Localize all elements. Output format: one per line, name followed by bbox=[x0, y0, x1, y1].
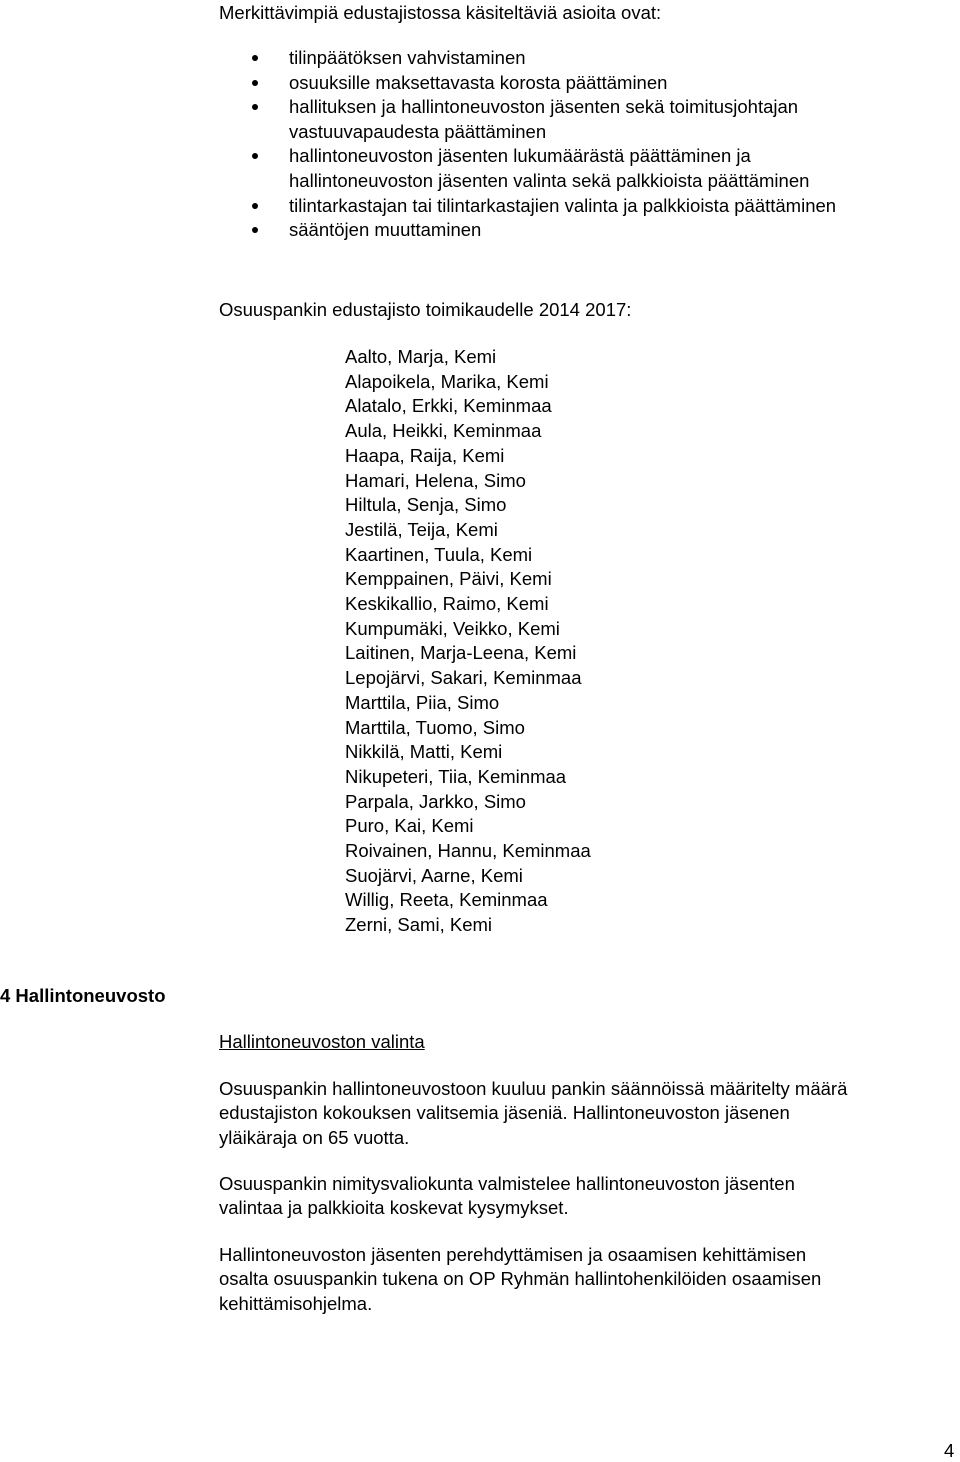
member-item: Kaartinen, Tuula, Kemi bbox=[345, 543, 533, 565]
bullet-dot-icon bbox=[252, 153, 258, 159]
paragraph-line: Hallintoneuvoston jäsenten perehdyttämisen ja osaamisen kehittämisen bbox=[219, 1244, 807, 1265]
paragraph bbox=[219, 1172, 795, 1221]
page-number: 4 bbox=[944, 1440, 955, 1461]
bullet-text-continuation: hallintoneuvoston jäsenten valinta sekä palkkioista päättäminen bbox=[289, 169, 810, 191]
member-item: Haapa, Raija, Kemi bbox=[345, 444, 505, 466]
bullet-dot-icon bbox=[252, 55, 258, 61]
member-item: Roivainen, Hannu, Keminmaa bbox=[345, 840, 591, 862]
paragraph-line: valintaa ja palkkioita koskevat kysymykset. bbox=[219, 1197, 569, 1219]
bullet-text: hallituksen ja hallintoneuvoston jäsenten sekä toimitusjohtajan bbox=[289, 96, 799, 118]
paragraph-line: kehittämisohjelma. bbox=[219, 1292, 373, 1314]
bullet-dot-icon bbox=[252, 80, 258, 86]
member-item: Parpala, Jarkko, Simo bbox=[345, 790, 526, 812]
member-item: Nikkilä, Matti, Kemi bbox=[345, 741, 503, 763]
bullet-dot-icon bbox=[252, 203, 258, 209]
paragraph-line: Osuuspankin hallintoneuvostoon kuuluu pankin säännöissä määritelty määrä bbox=[219, 1078, 848, 1099]
member-item: Nikupeteri, Tiia, Keminmaa bbox=[345, 765, 567, 787]
member-item: Suojärvi, Aarne, Kemi bbox=[345, 864, 523, 886]
member-item: Marttila, Tuomo, Simo bbox=[345, 716, 525, 738]
bullet-text: osuuksille maksettavasta korosta päättäminen bbox=[289, 71, 668, 93]
member-item: Zerni, Sami, Kemi bbox=[345, 914, 493, 936]
bullet-text: tilintarkastajan tai tilintarkastajien valinta ja palkkioista päättäminen bbox=[289, 194, 837, 216]
bullet-text: sääntöjen muuttaminen bbox=[289, 219, 482, 241]
paragraph-line: osalta osuuspankin tukena on OP Ryhmän hallintohenkilöiden osaamisen bbox=[219, 1268, 822, 1290]
members-heading: Osuuspankin edustajisto toimikaudelle 2014 2017: bbox=[219, 299, 632, 320]
member-item: Puro, Kai, Kemi bbox=[345, 815, 474, 837]
member-item: Marttila, Piia, Simo bbox=[345, 691, 500, 713]
member-item: Kumpumäki, Veikko, Kemi bbox=[345, 617, 560, 639]
bullet-text: hallintoneuvoston jäsenten lukumäärästä päättäminen ja bbox=[289, 145, 751, 167]
member-item: Lepojärvi, Sakari, Keminmaa bbox=[345, 667, 582, 689]
member-item: Aalto, Marja, Kemi bbox=[345, 346, 497, 367]
member-item: Keskikallio, Raimo, Kemi bbox=[345, 593, 549, 615]
member-item: Hiltula, Senja, Simo bbox=[345, 494, 507, 516]
paragraph-line: yläikäraja on 65 vuotta. bbox=[219, 1126, 410, 1148]
bullet-text-continuation: vastuuvapaudesta päättäminen bbox=[289, 120, 547, 142]
paragraph bbox=[219, 1077, 847, 1150]
member-item: Willig, Reeta, Keminmaa bbox=[345, 889, 548, 911]
section-heading: 4 Hallintoneuvosto bbox=[0, 985, 166, 1006]
bullet-dot-icon bbox=[252, 104, 258, 110]
paragraph-line: edustajiston kokouksen valitsemia jäseniä. Hallintoneuvoston jäsenen bbox=[219, 1102, 790, 1124]
member-item: Alatalo, Erkki, Keminmaa bbox=[345, 395, 552, 417]
member-item: Kemppainen, Päivi, Kemi bbox=[345, 568, 552, 590]
bullet-dot-icon bbox=[252, 227, 258, 233]
members-list bbox=[345, 345, 591, 938]
intro-text: Merkittävimpiä edustajistossa käsiteltäviä asioita ovat: bbox=[219, 2, 662, 23]
section-subheading: Hallintoneuvoston valinta bbox=[219, 1031, 425, 1052]
paragraph bbox=[219, 1243, 821, 1316]
member-item: Laitinen, Marja-Leena, Kemi bbox=[345, 642, 577, 664]
member-item: Aula, Heikki, Keminmaa bbox=[345, 420, 542, 442]
member-item: Alapoikela, Marika, Kemi bbox=[345, 370, 549, 392]
member-item: Hamari, Helena, Simo bbox=[345, 469, 526, 491]
member-item: Jestilä, Teija, Kemi bbox=[345, 518, 498, 540]
paragraph-line: Osuuspankin nimitysvaliokunta valmistelee hallintoneuvoston jäsenten bbox=[219, 1173, 795, 1194]
bullet-text: tilinpäätöksen vahvistaminen bbox=[289, 47, 526, 68]
